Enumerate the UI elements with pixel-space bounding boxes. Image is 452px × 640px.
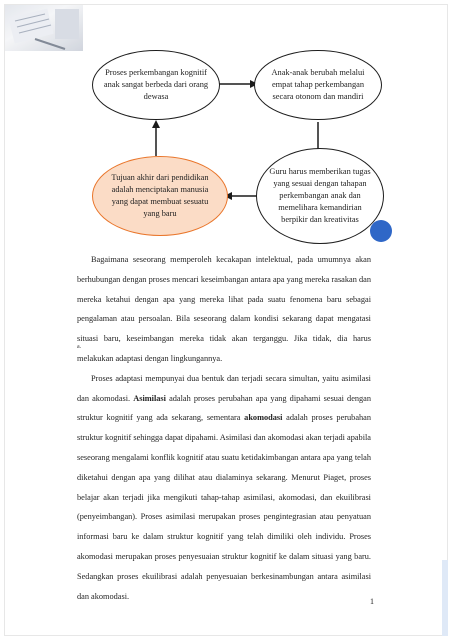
term-akomodasi: akomodasi [244,413,283,423]
diagram-node-3 [256,148,384,244]
diagram-node-1 [92,50,220,120]
decorative-dot [370,220,392,242]
diagram-node-2 [254,50,382,120]
body-text [77,250,371,606]
diagram-node-4 [92,156,228,236]
node-4-text: Tujuan akhir dari pendidikan adalah menciptakan manusia yang dapat membuat sesuatu yang baru [111,173,209,218]
paragraph-2: Proses adaptasi mempunyai dua bentuk dan terjadi secara simultan, yaitu asimilasi dan akomodasi. Asimilasi adalah proses perubahan apa yang dipahami sesuai dengan struktur kognitif yang ada sekarang, sementara akomodasi adalah proses perubahan struktur kognitif sehingga dapat dipahami. Asimilasi dan akomodasi akan terjadi apabila seseorang mengalami konflik kognitif atau suatu ketidakimbangan antara apa yang telah diketahui dengan apa yang dilihat atau dialaminya sekarang. Menurut Piaget, proses belajar akan terjadi jika mengikuti tahap-tahap asimilasi, akomodasi, dan ekuilibrasi (penyeimbangan). Proses asimilasi merupakan proses pengintegrasian atau penyatuan informasi baru ke dalam struktur kognitif yang telah dimiliki oleh individu. Proses akomodasi merupakan proses penyesuaian struktur kognitif ke dalam situasi yang baru. Sedangkan proses ekuilibrasi adalah penyesuaian berkesinambungan antara asimilasi dan akomodasi. [77,373,372,601]
node-2-text: Anak-anak berubah melalui empat tahap perkembangan secara otonom dan mandiri [271,68,365,101]
term-asimilasi: Asimilasi [133,393,166,403]
node-1-text: Proses perkembangan kognitif anak sangat berbeda dari orang dewasa [103,68,209,101]
side-accent-bar [442,560,448,636]
node-3-text: Guru harus memberikan tugas yang sesuai dengan tahapan perkembangan anak dan memelihara kemandirian berpikir dan kreativitas [269,167,371,224]
page-number: 1 [370,597,374,606]
list-marker: a. [77,344,82,350]
paragraph-1: Bagaimana seseorang memperoleh kecakapan intelektual, pada umumnya akan berhubungan dengan proses mencari keseimbangan antara apa yang mereka rasakan dan mereka ketahui dengan apa yang mereka lihat pada suatu fenomena baru sebagai pengalaman atau persoalan. Bila seseorang dalam kondisi sekarang dapat mengatasi situasi baru, keseimbangan mereka tidak akan terganggu. Jika tidak, dia harus melakukan adaptasi dengan lingkungannya. [77,255,371,363]
